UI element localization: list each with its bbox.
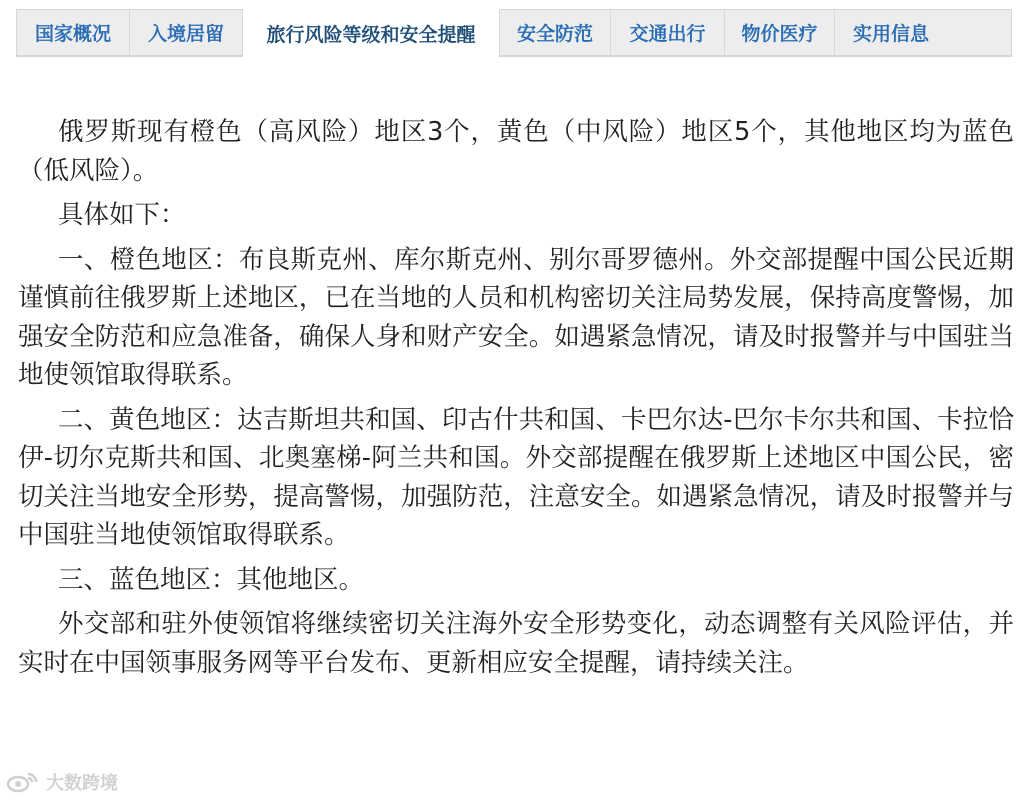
article-body [18,113,1014,688]
watermark [6,769,118,795]
blue-region-paragraph: 三、蓝色地区：其他地区。 [58,564,365,595]
tab-transportation[interactable]: 交通出行 [611,10,725,55]
summary-paragraph: 俄罗斯现有橙色（高风险）地区3个，黄色（中风险）地区5个，其他地区均为蓝色（低风险）。 [18,117,1014,186]
tab-bar [16,9,1012,57]
watermark-text: 大数跨境 [46,773,118,794]
tab-travel-risk-level[interactable]: 旅行风险等级和安全提醒 [243,9,500,58]
tab-practical-info[interactable]: 实用信息 [852,23,929,45]
orange-region-paragraph: 一、橙色地区：布良斯克州、库尔斯克州、别尔哥罗德州。外交部提醒中国公民近期谨慎前往俄罗斯上述地区，已在当地的人员和机构密切关注局势发展，保持高度警惕，加强安全防范和应急准备，确保人身和财产安全。如遇紧急情况，请及时报警并与中国驻当地使领馆取得联系。 [18,244,1014,390]
tab-safety-precautions[interactable]: 安全防范 [500,10,611,55]
details-intro: 具体如下： [58,200,186,230]
tab-country-overview[interactable]: 国家概况 [17,10,130,55]
weibo-icon [6,770,40,794]
tab-entry-residence[interactable]: 入境居留 [130,10,243,55]
closing-paragraph: 外交部和驻外使领馆将继续密切关注海外安全形势变化，动态调整有关风险评估，并实时在中国领事服务网等平台发布、更新相应安全提醒，请持续关注。 [18,609,1014,678]
yellow-region-paragraph: 二、黄色地区：达吉斯坦共和国、印古什共和国、卡巴尔达-巴尔卡尔共和国、卡拉恰伊-切尔克斯共和国、北奥塞梯-阿兰共和国。外交部提醒在俄罗斯上述地区中国公民，密切关注当地安全形势，提高警惕，加强防范，注意安全。如遇紧急情况，请及时报警并与中国驻当地使领馆取得联系。 [18,404,1014,550]
tab-prices-medical[interactable]: 物价医疗 [725,10,835,55]
